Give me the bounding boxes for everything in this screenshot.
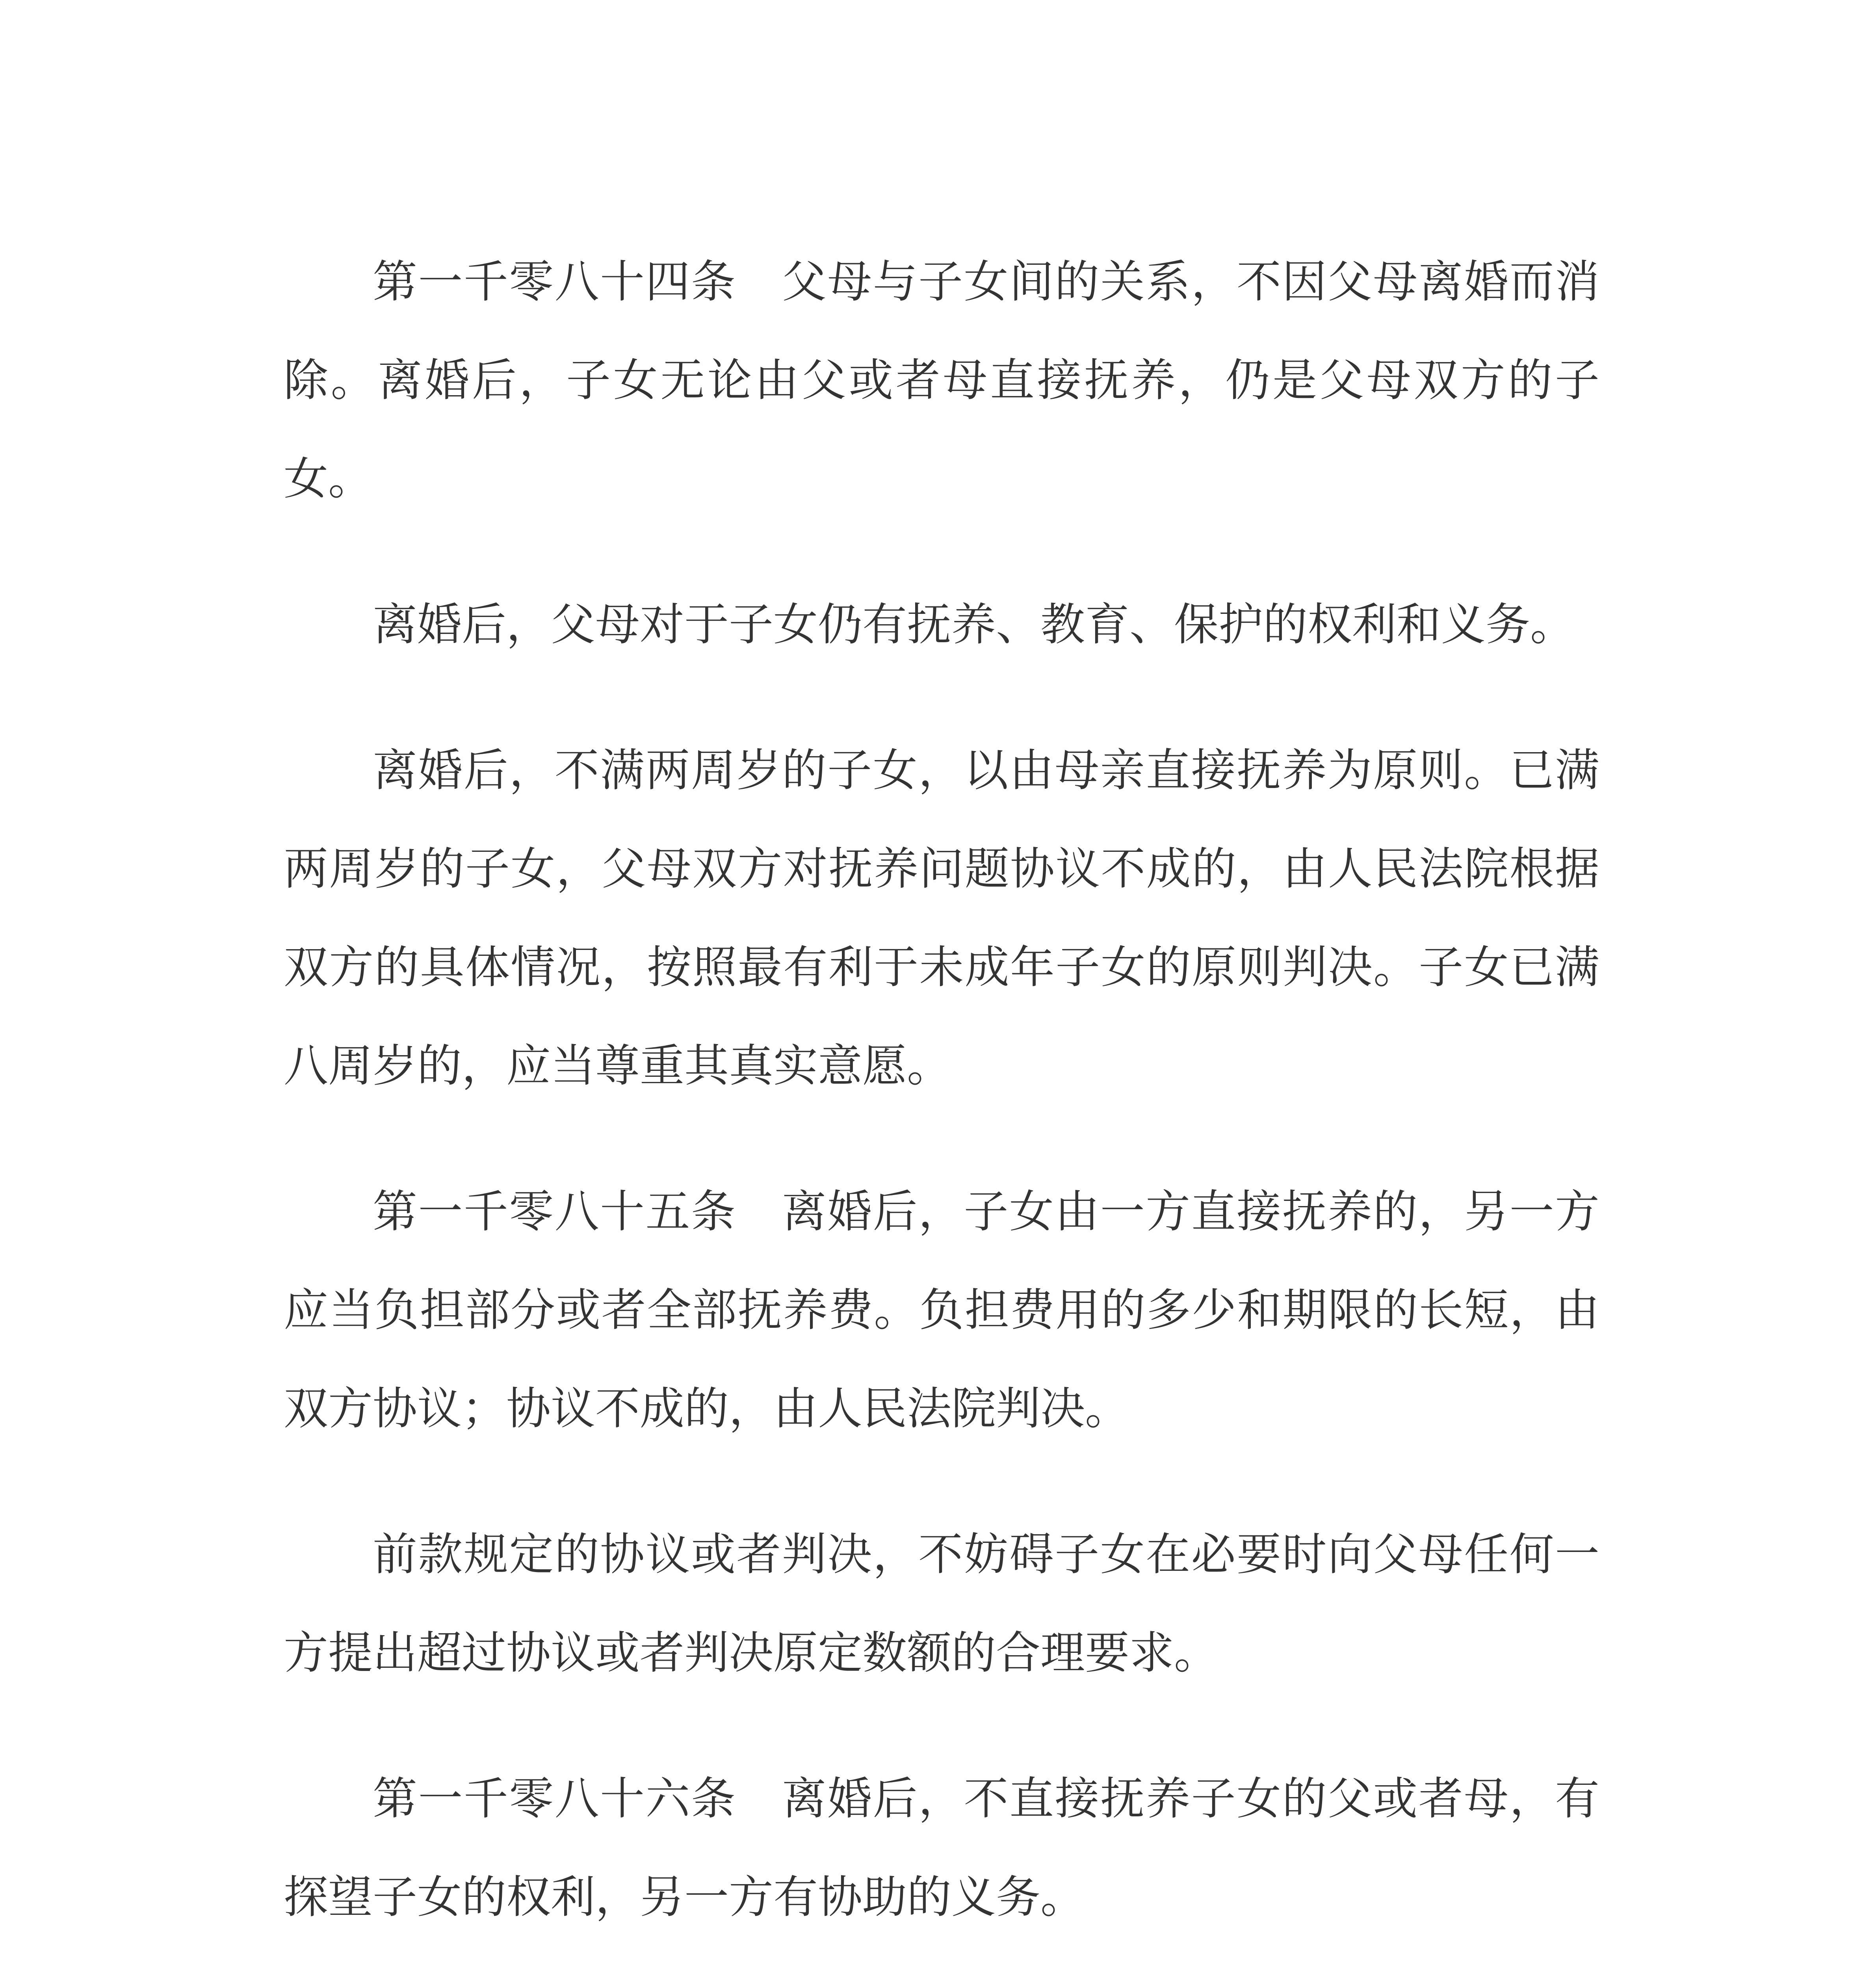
paragraph-custody-principle: 离婚后，不满两周岁的子女，以由母亲直接抚养为原则。已满两周岁的子女，父母双方对抚养问题协议不成的，由人民法院根据双方的具体情况，按照最有利于未成年子女的原则判决。子女已满八周岁的，应当尊重其真实意愿。: [284, 744, 1599, 1092]
paragraph-article-1085: 第一千零八十五条 离婚后，子女由一方直接抚养的，另一方应当负担部分或者全部抚养费。负担费用的多少和期限的长短，由双方协议；协议不成的，由人民法院判决。: [284, 1186, 1599, 1435]
document-body: [284, 232, 1599, 1970]
paragraph-rights-after-divorce: 离婚后，父母对于子女仍有抚养、教育、保护的权利和义务。: [373, 598, 1575, 650]
paragraph-support-adjustment: 前款规定的协议或者判决，不妨碍子女在必要时向父母任何一方提出超过协议或者判决原定数额的合理要求。: [284, 1528, 1599, 1679]
paragraph-article-1084: 第一千零八十四条 父母与子女间的关系，不因父母离婚而消除。离婚后，子女无论由父或者母直接抚养，仍是父母双方的子女。: [284, 256, 1599, 505]
paragraph-article-1086: 第一千零八十六条 离婚后，不直接抚养子女的父或者母，有探望子女的权利，另一方有协助的义务。: [284, 1773, 1599, 1923]
